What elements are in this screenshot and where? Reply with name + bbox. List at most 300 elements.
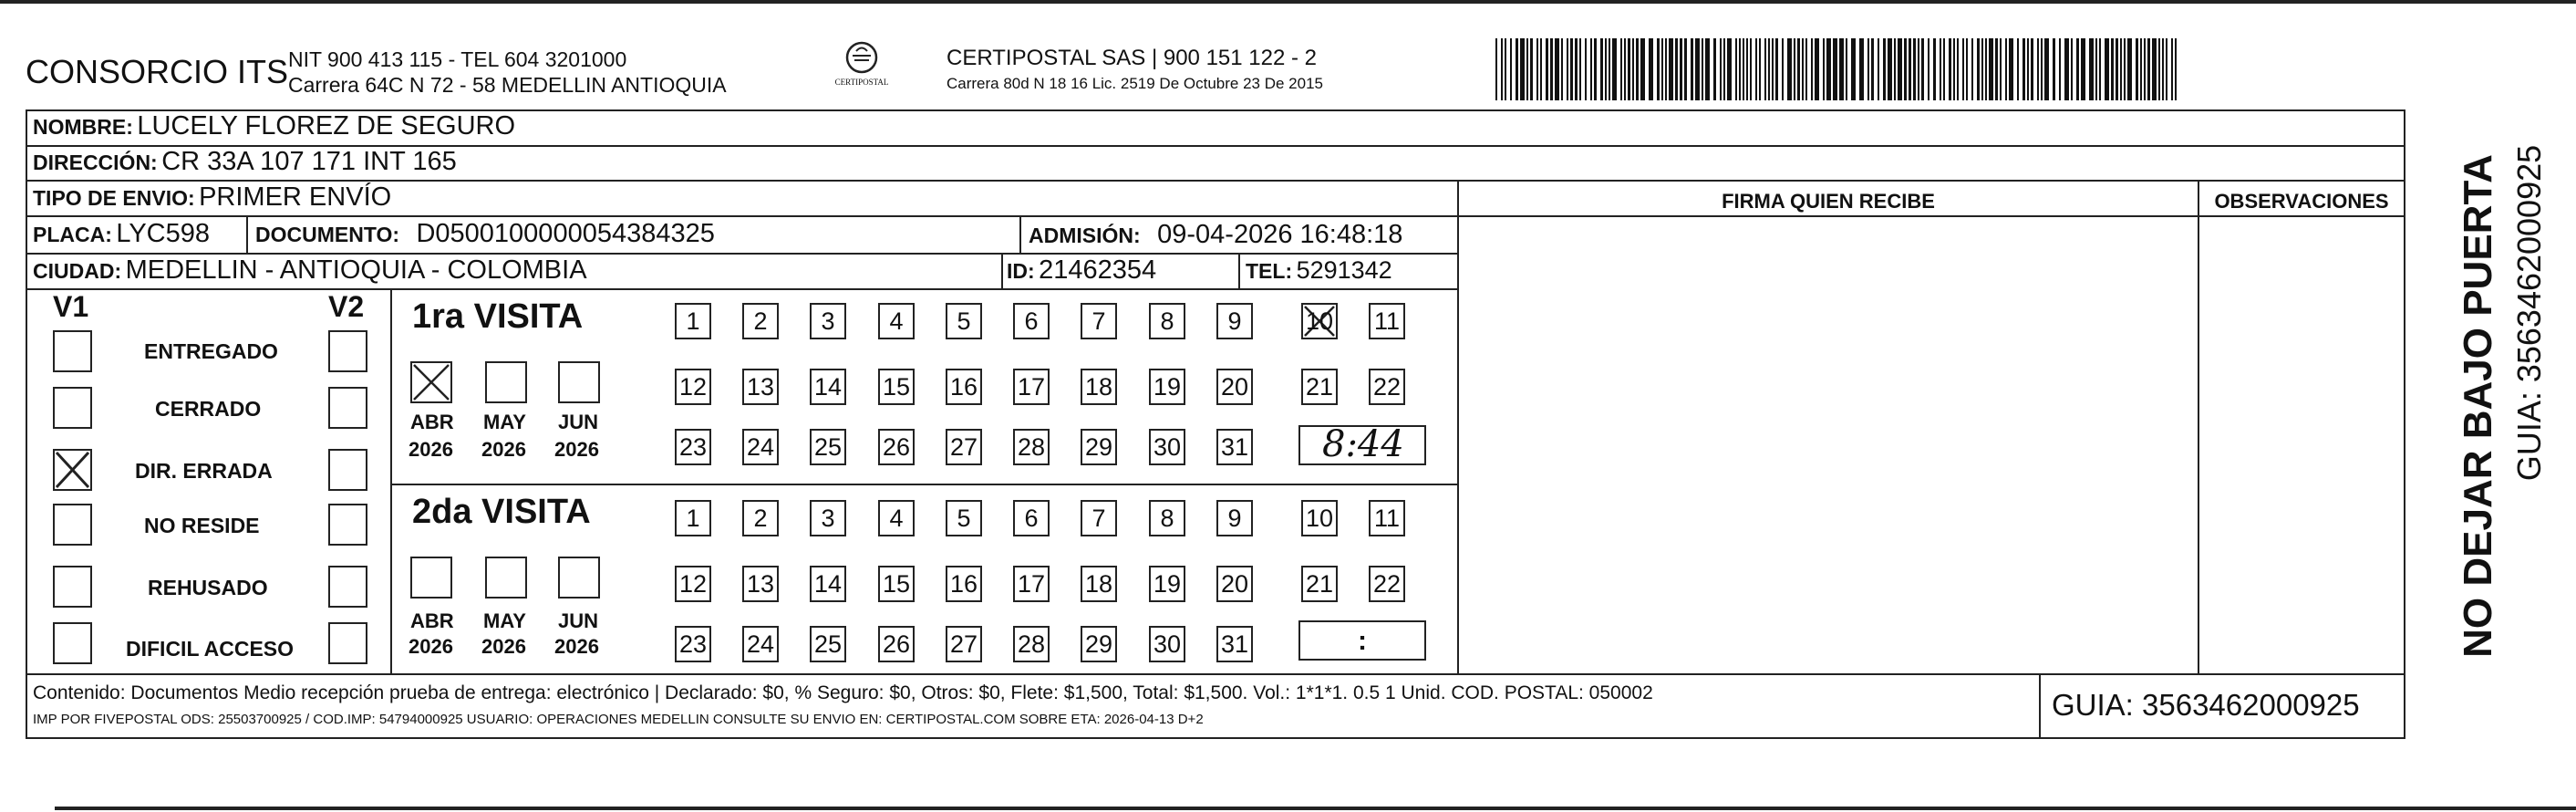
day-box[interactable]: 3 [810,303,846,339]
barcode-bar [1510,38,1512,100]
day-box[interactable]: 15 [878,566,915,602]
barcode-bar [1957,38,1959,100]
day-box[interactable]: 26 [878,429,915,465]
id-row [1007,255,1156,286]
barcode-bar [1695,38,1700,100]
ciudad-row [33,255,587,286]
barcode-bar [2147,38,2150,100]
barcode-bar [1823,38,1825,100]
barcode-bar [1772,38,1774,100]
barcode-bar [1759,38,1761,100]
day-box[interactable]: 14 [810,369,846,405]
barcode-bar [1636,38,1639,100]
day-box[interactable]: 6 [1013,303,1050,339]
day-box[interactable]: 2 [742,500,779,536]
direccion-label: DIRECCIÓN: [33,151,158,174]
barcode-bar [1898,38,1902,100]
day-box[interactable]: 15 [878,369,915,405]
year-abr: 2026 [409,438,453,461]
barcode-bar [2099,38,2101,100]
footer-line-1: Contenido: Documentos Medio recepción prueba de entrega: electrónico | Declarado: $0, % Seguro: $0, Otros: $0, Flete: $1,500, Total: $1,500. Vol.: 1*1*1. 0.5 1 Unid. COD. POSTAL: 050002 [33,682,1653,703]
barcode-bar [1878,38,1879,100]
day-box[interactable]: 22 [1369,369,1405,405]
barcode-bar [1750,38,1752,100]
day-box[interactable]: 21 [1301,566,1338,602]
company-nit: NIT 900 413 115 - TEL 604 3201000 [288,47,627,71]
day-box[interactable]: 13 [742,566,779,602]
day-box[interactable]: 20 [1216,369,1253,405]
day-box[interactable]: 12 [675,369,711,405]
day-box[interactable]: 23 [675,626,711,662]
barcode-bar [2037,38,2039,100]
barcode-bar [1794,38,1795,100]
direccion-value: CR 33A 107 171 INT 165 [161,147,457,176]
nombre-value: LUCELY FLOREZ DE SEGURO [137,111,516,141]
month-checkbox-may[interactable] [485,557,527,599]
day-box[interactable]: 5 [946,303,982,339]
barcode-bar [2158,38,2160,100]
barcode-bar [1805,38,1807,100]
placa-row [33,219,210,249]
barcode-bar [2064,38,2069,100]
carrier-license: Carrera 80d N 18 16 Lic. 2519 De Octubre 23 De 2015 [947,75,1323,92]
barcode-bar [1727,38,1732,100]
barcode-bar [1909,38,1911,100]
certipostal-logo [821,40,903,97]
day-box[interactable]: 28 [1013,626,1050,662]
month-checkbox-abr[interactable] [410,557,452,599]
logo-text: CERTIPOSTAL [834,78,889,87]
v1-checkbox-checked[interactable] [53,449,92,491]
day-box[interactable]: 27 [946,626,982,662]
barcode-bar [1657,38,1660,100]
barcode-bar [1669,38,1673,100]
day-box[interactable]: 4 [878,500,915,536]
month-may: MAY [483,411,526,433]
handwritten-time: 8:44 [1322,423,1404,465]
day-box[interactable]: 30 [1149,626,1185,662]
day-box[interactable]: 7 [1081,303,1117,339]
day-box[interactable]: 24 [742,626,779,662]
form-right-border [2404,109,2405,739]
barcode-bar [1867,38,1869,100]
barcode-bar [2044,38,2049,100]
year-may: 2026 [481,438,526,461]
barcode-bar [2111,38,2114,100]
barcode-bar [1680,38,1682,100]
barcode-bar [1989,38,1993,100]
barcode-bar [1675,38,1678,100]
barcode-bar [1815,38,1819,100]
barcode-bar [2027,38,2029,100]
barcode-bar [2005,38,2007,100]
barcode-bar [1928,38,1929,100]
barcode-bar [1665,38,1667,100]
v2-checkbox[interactable] [328,566,367,608]
v1-checkbox[interactable] [53,504,92,546]
status-entregado: ENTREGADO [144,339,278,363]
barcode-bar [1590,38,1592,100]
v2-checkbox[interactable] [328,449,367,491]
barcode-bar [1811,38,1813,100]
barcode-bar [1520,38,1525,100]
barcode-bar [1918,38,1919,100]
id-label: ID: [1007,259,1035,283]
logo-icon [843,40,880,75]
day-box[interactable]: 3 [810,500,846,536]
day-box[interactable]: 7 [1081,500,1117,536]
row-line [26,288,1457,290]
barcode-bar [1691,38,1693,100]
day-box[interactable]: 4 [878,303,915,339]
barcode-bar [2059,38,2061,100]
barcode-bar [1594,38,1597,100]
barcode-bar [2041,38,2043,100]
v1-checkbox[interactable] [53,622,92,664]
day-box[interactable]: 13 [742,369,779,405]
barcode-bar [1546,38,1548,100]
day-box[interactable]: 16 [946,369,982,405]
day-box[interactable]: 18 [1081,566,1117,602]
barcode-bar [1575,38,1578,100]
footer-guia: GUIA: 3563462000925 [2052,688,2360,722]
barcode-bar [1859,38,1864,100]
barcode-bar [1505,38,1506,100]
day-box[interactable]: 11 [1369,500,1405,536]
barcode-bar [1802,38,1804,100]
bottom-border [55,807,2576,810]
barcode-bar [2171,38,2173,100]
day-box[interactable]: 8 [1149,303,1185,339]
barcode-bar [1555,38,1559,100]
barcode-bar [1628,38,1630,100]
barcode-bar [2089,38,2094,100]
barcode-bar [1605,38,1607,100]
side-guia: GUIA: 3563462000925 [2510,144,2548,482]
barcode-bar [1702,38,1703,100]
month-jun: JUN [558,609,599,632]
barcode-bar [2124,38,2126,100]
barcode-bar [1797,38,1800,100]
barcode-bar [2175,38,2177,100]
barcode-bar [1933,38,1936,100]
barcode-bar [1495,38,1497,100]
barcode-bar [1501,38,1503,100]
col-line [246,217,248,254]
status-dificil-acceso: DIFICIL ACCESO [126,637,295,661]
barcode-bar [1536,38,1538,100]
barcode-bar [1550,38,1553,100]
first-visit-time-box[interactable] [1298,425,1426,465]
col-line [1457,180,1459,673]
day-box[interactable]: 21 [1301,369,1338,405]
status-rehusado: REHUSADO [148,576,268,599]
day-box[interactable]: 6 [1013,500,1050,536]
month-checkbox-may[interactable] [485,361,527,403]
company-address: Carrera 64C N 72 - 58 MEDELLIN ANTIOQUIA [288,73,727,97]
barcode-bar [1913,38,1916,100]
barcode-bar [1888,38,1892,100]
admision-value: 09-04-2026 16:48:18 [1157,220,1403,249]
barcode-bar [1782,38,1784,100]
v1-checkbox[interactable] [53,330,92,372]
barcode-bar [1609,38,1610,100]
day-box[interactable]: 31 [1216,429,1253,465]
time-placeholder: : [1358,626,1367,656]
day-box[interactable]: 9 [1216,500,1253,536]
month-checkbox-abr-checked[interactable] [410,361,452,403]
barcode-bar [1561,38,1563,100]
barcode-bar [1977,38,1980,100]
day-box[interactable]: 5 [946,500,982,536]
barcode-bar [1526,38,1528,100]
barcode-bar [1846,38,1847,100]
day-box[interactable]: 2 [742,303,779,339]
barcode-bar [2076,38,2079,100]
barcode-bar [1579,38,1581,100]
tipo-label: TIPO DE ENVIO: [33,186,195,210]
day-box[interactable]: 29 [1081,429,1117,465]
barcode-bar [1739,38,1741,100]
barcode-bar [2031,38,2033,100]
barcode-bar [2053,38,2055,100]
day-box[interactable]: 14 [810,566,846,602]
nombre-label: NOMBRE: [33,115,133,139]
form-left-border [26,109,27,739]
v2-checkbox[interactable] [328,622,367,664]
top-border [0,0,2576,4]
year-abr: 2026 [409,635,453,658]
barcode-bar [1705,38,1710,100]
barcode-bar [2105,38,2109,100]
day-box[interactable]: 25 [810,626,846,662]
row-line [26,253,1457,255]
day-box[interactable]: 25 [810,429,846,465]
barcode-bar [1971,38,1973,100]
barcode-bar [2120,38,2122,100]
tipo-value: PRIMER ENVÍO [199,182,392,212]
barcode-bar [1940,38,1941,100]
barcode-bar [1904,38,1907,100]
observaciones-label: OBSERVACIONES [2214,190,2389,213]
col-line [1001,254,1003,288]
admision-row [1029,220,1402,250]
second-visit-time-box[interactable] [1298,620,1426,661]
barcode-bar [1640,38,1645,100]
visit-divider [390,484,1457,485]
barcode-bar [2023,38,2025,100]
company-name: CONSORCIO ITS [26,53,289,90]
barcode-bar [2144,38,2146,100]
barcode-bar [1624,38,1626,100]
first-visit-title: 1ra VISITA [412,297,584,336]
day-box[interactable]: 9 [1216,303,1253,339]
month-may: MAY [483,609,526,632]
day-box[interactable]: 29 [1081,626,1117,662]
barcode-bar [1661,38,1663,100]
placa-value: LYC598 [116,219,210,248]
barcode-bar [1883,38,1886,100]
barcode-bar [1743,38,1744,100]
barcode-bar [1649,38,1653,100]
barcode-bar [1826,38,1831,100]
documento-row [255,219,715,249]
barcode-bar [1943,38,1945,100]
barcode [1495,38,2181,100]
status-no-reside: NO RESIDE [144,514,260,537]
barcode-bar [1632,38,1634,100]
barcode-bar [1839,38,1844,100]
day-box[interactable]: 1 [675,500,711,536]
month-checkbox-jun[interactable] [558,557,600,599]
barcode-bar [1516,38,1518,100]
status-dir-errada: DIR. ERRADA [135,459,273,483]
barcode-bar [1620,38,1622,100]
v2-checkbox[interactable] [328,504,367,546]
documento-label: DOCUMENTO: [255,223,400,246]
barcode-bar [1894,38,1896,100]
barcode-bar [1755,38,1757,100]
day-box[interactable]: 31 [1216,626,1253,662]
barcode-bar [2127,38,2132,100]
row-line [26,215,1457,217]
month-checkbox-jun[interactable] [558,361,600,403]
tipo-row [33,182,391,213]
status-divider [390,288,392,673]
barcode-bar [2071,38,2073,100]
barcode-bar [1775,38,1778,100]
footer-line-2: IMP POR FIVEPOSTAL ODS: 25503700925 / COD.IMP: 54794000925 USUARIO: OPERACIONES MEDELLIN CONSULTE SU ENVIO EN: CERTIPOSTAL.COM SOBRE ETA: 2026-04-13 D+2 [33,712,1204,727]
month-jun: JUN [558,411,599,433]
day-box[interactable]: 24 [742,429,779,465]
col-line [1019,217,1021,254]
row-line [26,673,2405,675]
barcode-bar [1921,38,1924,100]
barcode-bar [2166,38,2167,100]
barcode-bar [1995,38,1998,100]
barcode-bar [1768,38,1770,100]
day-box[interactable]: 19 [1149,369,1185,405]
barcode-bar [2162,38,2164,100]
barcode-bar [2009,38,2013,100]
day-box[interactable]: 22 [1369,566,1405,602]
col-line [1238,254,1240,288]
direccion-row [33,147,457,177]
barcode-bar [1713,38,1716,100]
barcode-bar [2152,38,2157,100]
v1-checkbox[interactable] [53,387,92,429]
barcode-bar [1764,38,1766,100]
nombre-row [33,111,515,141]
form-bottom-border [26,737,2405,739]
day-box[interactable]: 12 [675,566,711,602]
day-box[interactable]: 27 [946,429,982,465]
barcode-bar [2000,38,2002,100]
barcode-bar [2095,38,2097,100]
documento-value: D0500100000054384325 [416,219,715,248]
day-box[interactable]: 16 [946,566,982,602]
carrier-name: CERTIPOSTAL SAS | 900 151 122 - 2 [947,46,1317,70]
barcode-bar [1735,38,1737,100]
v2-checkbox[interactable] [328,330,367,372]
tel-value: 5291342 [1296,256,1392,284]
day-box[interactable]: 19 [1149,566,1185,602]
cross-mark-icon [55,451,90,489]
barcode-bar [2081,38,2085,100]
day-box[interactable]: 23 [675,429,711,465]
year-jun: 2026 [554,635,599,658]
day-box[interactable]: 10 [1301,500,1338,536]
barcode-bar [2140,38,2142,100]
month-abr: ABR [410,411,454,433]
barcode-bar [1570,38,1573,100]
barcode-bar [1720,38,1722,100]
cross-mark-icon [412,363,450,401]
barcode-bar [1684,38,1687,100]
barcode-bar [1567,38,1568,100]
tel-row [1246,256,1392,285]
second-visit-title: 2da VISITA [412,493,591,531]
ciudad-label: CIUDAD: [33,259,122,283]
side-notice: NO DEJAR BAJO PUERTA [2456,154,2500,658]
year-jun: 2026 [554,438,599,461]
col-line [2039,673,2041,737]
row-line [26,180,2405,182]
ciudad-value: MEDELLIN - ANTIOQUIA - COLOMBIA [125,255,587,285]
day-box[interactable]: 8 [1149,500,1185,536]
id-value: 21462354 [1039,255,1157,285]
barcode-bar [1746,38,1748,100]
barcode-bar [2017,38,2019,100]
day-box[interactable]: 17 [1013,369,1050,405]
barcode-bar [1530,38,1533,100]
barcode-bar [1833,38,1837,100]
day-box[interactable]: 26 [878,626,915,662]
firma-label: FIRMA QUIEN RECIBE [1722,190,1935,213]
admision-label: ADMISIÓN: [1029,224,1141,247]
barcode-bar [1949,38,1951,100]
day-box[interactable]: 11 [1369,303,1405,339]
barcode-bar [1962,38,1964,100]
barcode-bar [1540,38,1542,100]
barcode-bar [1787,38,1792,100]
day-box[interactable]: 1 [675,303,711,339]
barcode-bar [2136,38,2138,100]
barcode-bar [1985,38,1987,100]
day-box[interactable]: 17 [1013,566,1050,602]
day-box-crossed[interactable]: 10 [1301,303,1338,339]
day-box[interactable]: 20 [1216,566,1253,602]
day-box[interactable]: 30 [1149,429,1185,465]
v1-label: V1 [53,290,89,323]
barcode-bar [1723,38,1725,100]
barcode-bar [1851,38,1856,100]
v2-label: V2 [328,290,365,323]
barcode-bar [1585,38,1587,100]
day-box[interactable]: 18 [1081,369,1117,405]
barcode-bar [1966,38,1968,100]
status-cerrado: CERRADO [155,397,262,421]
month-abr: ABR [410,609,454,632]
barcode-bar [2116,38,2118,100]
v1-checkbox[interactable] [53,566,92,608]
col-line [2198,180,2199,673]
barcode-bar [1600,38,1603,100]
barcode-bar [1981,38,1983,100]
v2-checkbox[interactable] [328,387,367,429]
row-line [1457,215,2405,217]
day-box[interactable]: 28 [1013,429,1050,465]
